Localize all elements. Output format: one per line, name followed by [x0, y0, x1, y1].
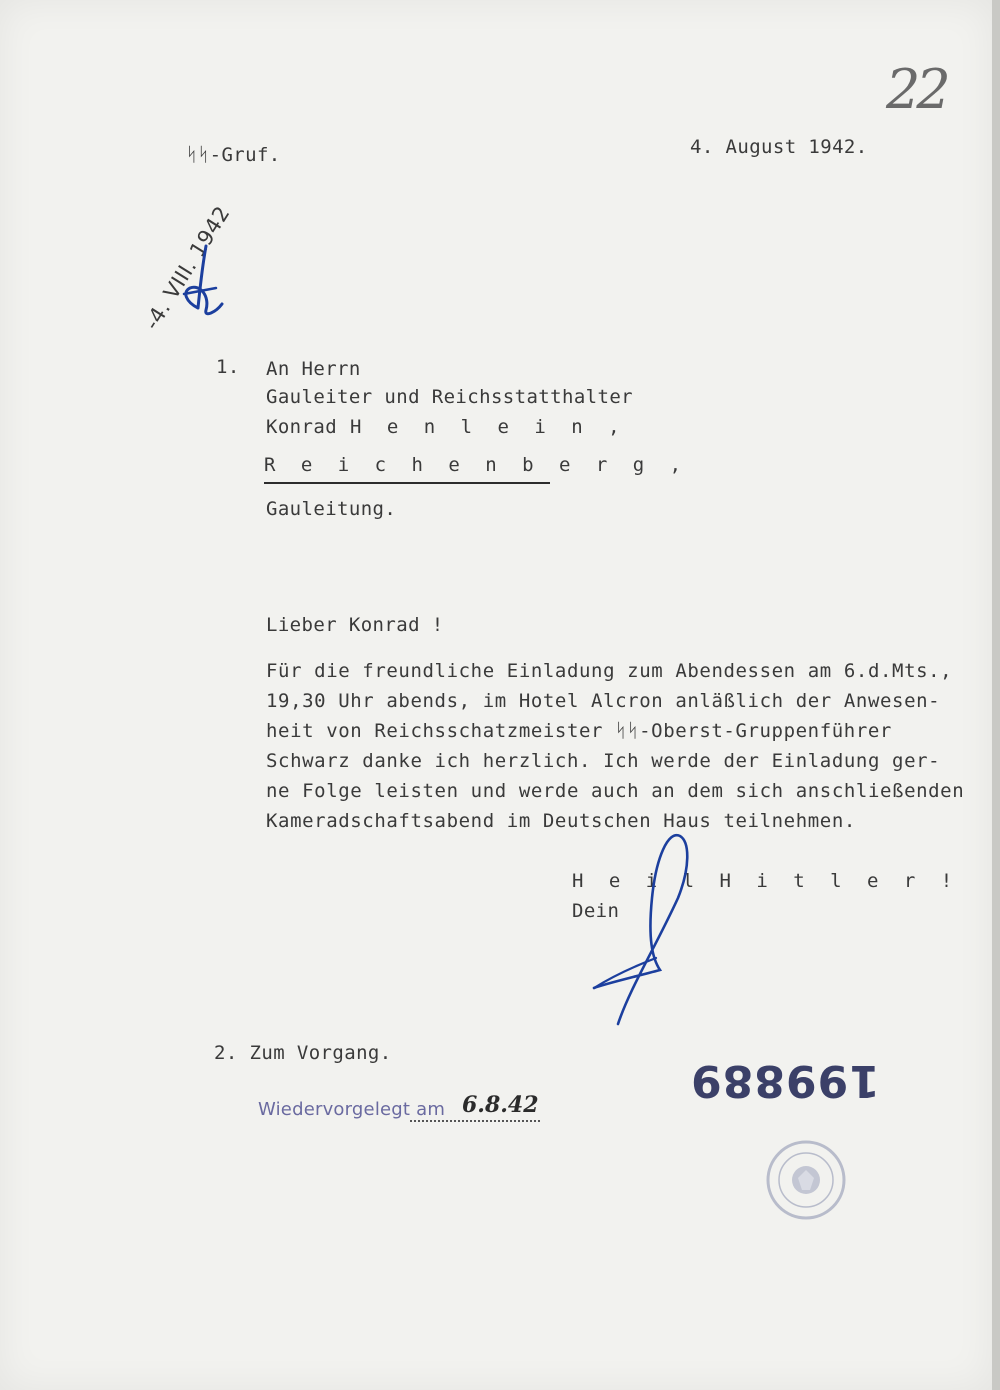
received-date-stamp: -4. VIII. 1942: [139, 201, 235, 334]
closing-dein: Dein: [572, 900, 620, 922]
address-department: Gauleitung.: [266, 498, 397, 520]
city-underline: [264, 482, 550, 484]
body-line-1: Für die freundliche Einladung zum Abendessen am 6.d.Mts.,: [266, 660, 953, 682]
item-1-number: 1.: [216, 356, 240, 378]
address-line-2: Gauleiter und Reichsstatthalter: [266, 386, 634, 408]
address-line-3-first: Konrad: [266, 416, 338, 438]
wiedervorgelegt-date: 6.8.42: [462, 1092, 539, 1118]
address-city: R e i c h e n b e r g ,: [264, 454, 689, 476]
stamp-dotted-line: [410, 1118, 540, 1122]
address-line-3-name: H e n l e i n ,: [350, 416, 627, 438]
sender-line: ᛋᛋ-Gruf.: [186, 144, 281, 166]
archive-seal: [764, 1138, 848, 1222]
body-line-6: Kameradschaftsabend im Deutschen Haus teilnehmen.: [266, 810, 856, 832]
closing: H e i l H i t l e r !: [572, 870, 960, 892]
body-line-4: Schwarz danke ich herzlich. Ich werde der Einladung ger-: [266, 750, 941, 772]
initials-mark: [176, 238, 236, 328]
letter-date: 4. August 1942.: [690, 136, 868, 158]
body-line-2: 19,30 Uhr abends, im Hotel Alcron anläßlich der Anwesen-: [266, 690, 941, 712]
wiedervorgelegt-stamp: Wiedervorgelegt am: [258, 1099, 446, 1120]
folio-number: 22: [886, 58, 947, 121]
archive-number-stamp: 199889: [690, 1055, 880, 1106]
body-line-3: heit von Reichsschatzmeister ᛋᛋ-Oberst-Gruppenführer: [266, 720, 892, 742]
page-edge: [992, 0, 1000, 1390]
item-2: 2. Zum Vorgang.: [214, 1042, 392, 1064]
body-line-5: ne Folge leisten und werde auch an dem sich anschließenden: [266, 780, 965, 802]
address-line-1: An Herrn: [266, 358, 361, 380]
signature: [560, 828, 720, 1038]
salutation: Lieber Konrad !: [266, 614, 444, 636]
